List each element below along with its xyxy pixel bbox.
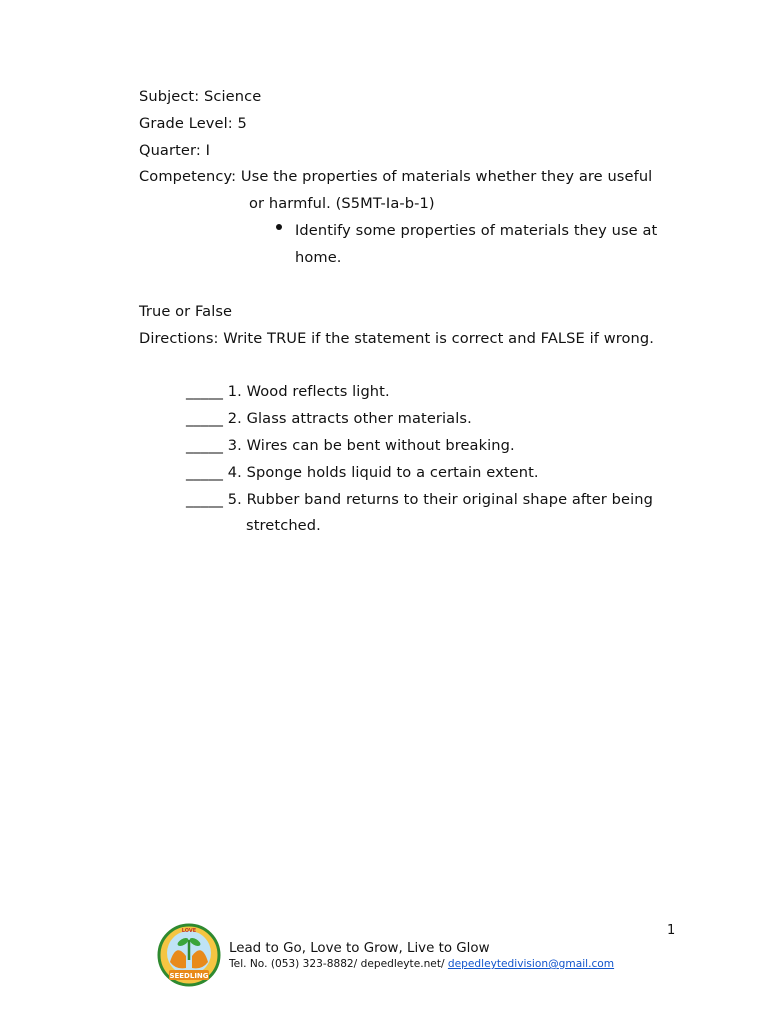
objective-continuation: home. (295, 249, 342, 266)
footer-contact-text: Tel. No. (053) 323-8882/ depedleyte.net/ (229, 958, 448, 970)
competency-line: Competency: Use the properties of materials whether they are useful (139, 168, 653, 185)
quiz-item-5: _____ 5. Rubber band returns to their original shape after being (186, 491, 653, 508)
subject-line: Subject: Science (139, 88, 262, 105)
quiz-item-4: _____ 4. Sponge holds liquid to a certain extent. (186, 464, 539, 481)
quiz-title: True or False (139, 303, 233, 320)
quarter-line: Quarter: I (139, 142, 210, 159)
logo-seedling-text: SEEDLING (169, 972, 209, 980)
quiz-item-2: _____ 2. Glass attracts other materials. (186, 410, 472, 427)
quiz-item-5-continuation: stretched. (246, 517, 321, 534)
page-number: 1 (667, 923, 676, 938)
objective-line: Identify some properties of materials they use at (295, 222, 658, 239)
footer-contact (229, 957, 614, 971)
footer-slogan: Lead to Go, Love to Grow, Live to Glow (229, 941, 490, 956)
footer-email-link[interactable]: depedleytedivision@gmail.com (447, 958, 615, 970)
quiz-item-3: _____ 3. Wires can be bent without breaking. (186, 437, 515, 454)
logo-love-text: LOVE (181, 928, 197, 934)
quiz-directions: Directions: Write TRUE if the statement is correct and FALSE if wrong. (139, 330, 654, 347)
bullet-icon (276, 224, 282, 230)
competency-continuation: or harmful. (S5MT-Ia-b-1) (249, 195, 435, 212)
grade-level-line: Grade Level: 5 (139, 115, 247, 132)
quiz-item-1: _____ 1. Wood reflects light. (186, 383, 390, 400)
deped-leyte-logo-icon (156, 922, 222, 988)
